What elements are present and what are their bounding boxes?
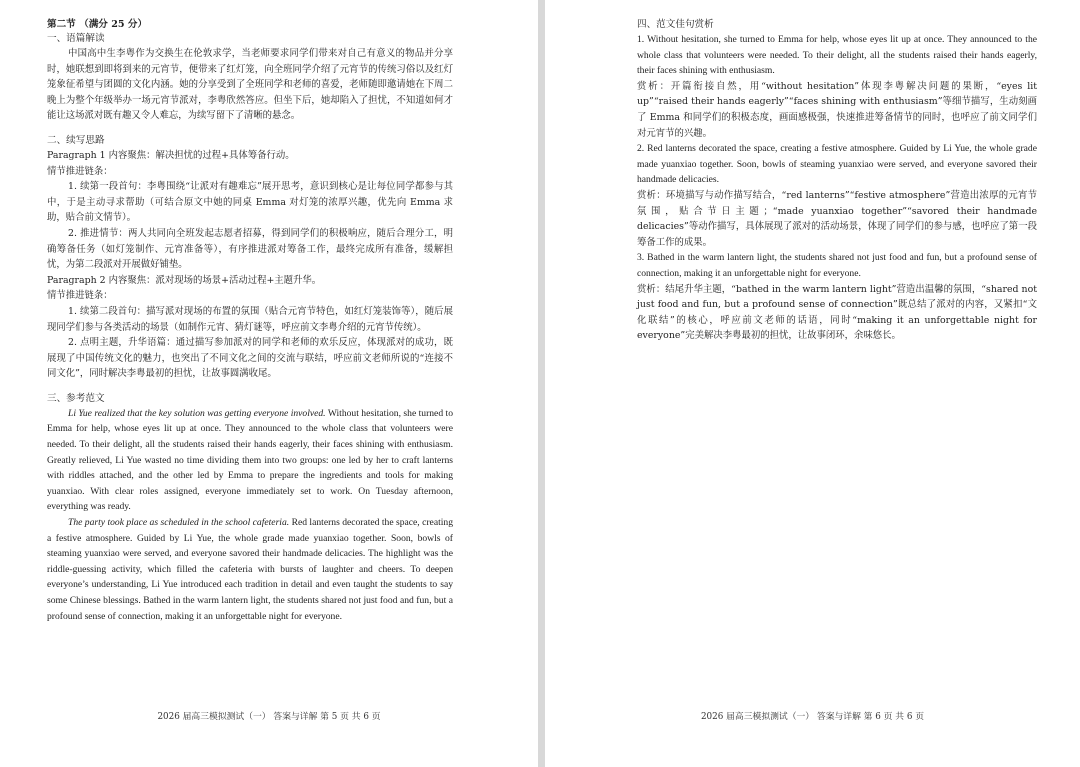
appreciation-comment: 赏析：结尾升华主题，“bathed in the warm lantern light”营造出温馨的氛围，“shared not just food and fun, but a profound sense of connection”既总结了派对的内容，又紧扣“文化联结”的核心，呼应前文老师的话语，同时“making it an unforgettable night for everyone”完美解决李粤最初的担忧，让故事闭环，余味悠长。 [637,283,1037,342]
page-footer: 2026 届高三模拟测试（一） 答案与详解 第 5 页 共 6 页 [157,712,381,722]
document-page-6 [545,0,1080,767]
plot-step: 2. 点明主题，升华语篇：通过描写参加派对的同学和老师的欢乐反应，体现派对的成功，既展现了中国传统文化的魅力，也突出了不同文化之间的交流与联结，呼应前文老师所说的“连接不同文化”，同时解决李粤最初的担忧，让故事圆满收尾。 [47,337,453,380]
heading-text-analysis: 一、语篇解读 [47,33,105,44]
paragraph1-focus: Paragraph 1 内容聚焦：解决担忧的过程+具体筹备行动。 [47,149,295,161]
plot-step: 1. 续第二段首句：描写派对现场的布置的氛围（贴合元宵节特色，如红灯笼装饰等），随后展现同学们参与各类活动的场景（如制作元宵、猜灯谜等，呼应前文李粤介绍的元宵节传统）。 [47,305,453,333]
essay-opening-sentence: Li Yue realized that the key solution was getting everyone involved. [68,407,326,419]
page-footer: 2026 届高三模拟测试（一） 答案与详解 第 6 页 共 6 页 [700,712,925,722]
plot-chain-label: 情节推进链条： [47,290,113,302]
page-content [47,18,453,624]
essay-paragraph-1 [47,406,453,515]
paragraph2-focus: Paragraph 2 内容聚焦：派对现场的场景+活动过程+主题升华。 [47,274,322,286]
heading-appreciation: 四、范文佳句赏析 [637,19,714,30]
page-content [637,18,1037,344]
heading-writing-ideas: 二、续写思路 [47,134,105,146]
section-title: 第二节 （满分 25 分） [47,19,148,30]
analysis-paragraph: 中国高中生李粤作为交换生在伦敦求学，当老师要求同学们带来对自己有意义的物品并分享时，她联想到即将到来的元宵节，便带来了红灯笼，向全班同学介绍了元宵节的传统习俗以及红灯笼象征希望与团圆的文化内涵。她的分享受到了全班同学和老师的喜爱，老师随即邀请她在下周二晚上为整个年级举办一场元宵节派对，李粤欣然答应。但坐下后，她却陷入了担忧，不知道如何才能让这场派对既有趣又令人难忘，为续写留下了清晰的悬念。 [47,48,453,122]
essay-opening-sentence: The party took place as scheduled in the school cafeteria. [68,517,290,529]
essay-paragraph-2 [47,515,453,624]
quoted-sentence: 1. Without hesitation, she turned to Emma for help, whose eyes lit up at once. They announced to the whole class that volunteers were needed. To their delight, all the students raised their hands eagerly, their faces shining with enthusiasm. [637,34,1037,77]
plot-step: 1. 续第一段首句：李粤围绕“让派对有趣难忘”展开思考，意识到核心是让每位同学都参与其中，于是主动寻求帮助（可结合原文中她的同桌 Emma 对灯笼的浓厚兴趣，优先向 Emma 求助，贴合前文情节）。 [47,181,453,224]
quoted-sentence: 2. Red lanterns decorated the space, creating a festive atmosphere. Guided by Li Yue, the whole grade made yuanxiao together. Soon, bowls of steaming yuanxiao were served, and everyone savored their handmade delicacies. [637,143,1037,186]
appreciation-comment: 赏析：环境描写与动作描写结合，“red lanterns”“festive atmosphere”营造出浓厚的元宵节氛围，贴合节日主题；“made yuanxiao together”“savored their handmade delicacies”等动作描写，具体展现了派对的活动场景，体现了同学们的参与感，也呼应了第一段筹备工作的成果。 [637,189,1037,248]
plot-chain-label: 情节推进链条： [47,165,113,177]
document-page-5 [0,0,538,767]
appreciation-comment: 赏析：开篇衔接自然，用“without hesitation”体现李粤解决问题的果断，“eyes lit up”“raised their hands eagerly”“faces shining with enthusiasm”等细节描写，生动刻画了 Emma 和同学们的积极态度，画面感极强，快速推进筹备情节的同时，也呼应了前文同学们对元宵节的兴趣。 [637,80,1037,139]
heading-sample-essay: 三、参考范文 [47,392,105,404]
essay-body: Without hesitation, she turned to Emma for help, whose eyes lit up at once. They announced to the whole class that volunteers were needed. To their delight, all the students raised their hands eagerly, their faces shining with enthusiasm. Greatly relieved, Li Yue wasted no time dividing them into two groups: one led by her to craft lanterns with riddles attached, and the other led by Emma to prepare the ingredients and tools for making yuanxiao. With clear roles assigned, everyone immediately set to work. On Tuesday afternoon, everything was ready. [47,407,453,513]
plot-step: 2. 推进情节：两人共同向全班发起志愿者招募，得到同学们的积极响应，随后合理分工，明确筹备任务（如灯笼制作、元宵准备等），有序推进派对筹备工作，最终完成所有准备，缓解担忧，为第二段派对开展做好铺垫。 [47,227,453,271]
quoted-sentence: 3. Bathed in the warm lantern light, the students shared not just food and fun, but a profound sense of connection, making it an unforgettable night for everyone. [637,252,1037,279]
essay-body: Red lanterns decorated the space, creating a festive atmosphere. Guided by Li Yue, the whole grade made yuanxiao together. Soon, bowls of steaming yuanxiao were served, and everyone savored their handmade delicacies. The highlight was the riddle-guessing activity, which filled the cafeteria with bursts of laughter and cheers. To deepen everyone’s understanding, Li Yue introduced each tradition in detail and even taught the students to say some Chinese blessings. Bathed in the warm lantern light, the students shared not just food and fun, but a profound sense of connection, making it an unforgettable night for everyone. [47,517,453,622]
page-divider [538,0,545,767]
